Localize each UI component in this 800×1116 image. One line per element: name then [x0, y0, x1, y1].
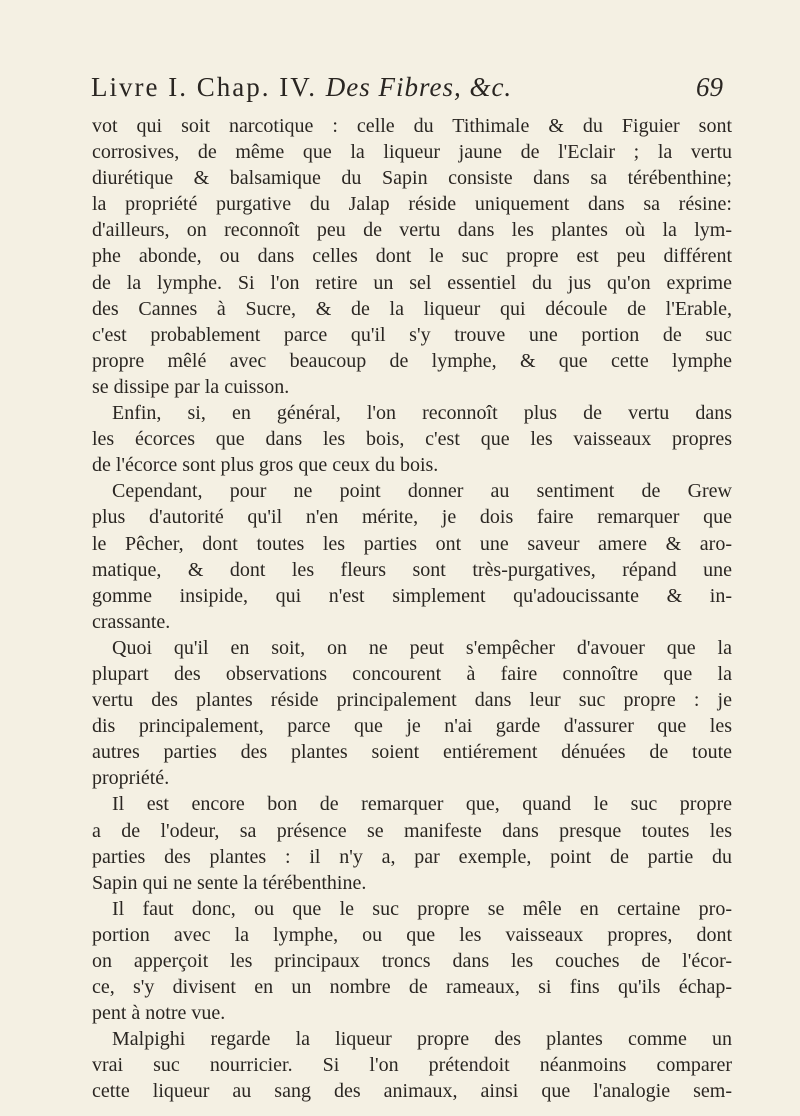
text-line: se dissipe par la cuisson.	[92, 375, 290, 398]
text-line: les écorces que dans les bois, c'est que les vaisseaux propres	[92, 428, 732, 451]
text-line: d'ailleurs, on reconnoît peu de vertu dans les plantes où la lym-	[92, 219, 732, 242]
text-line: Quoi qu'il en soit, on ne peut s'empêcher d'avouer que la	[112, 636, 732, 659]
text-line: le Pêcher, dont toutes les parties ont une saveur amere & aro-	[92, 532, 732, 555]
text-line: Cependant, pour ne point donner au sentiment de Grew	[112, 480, 732, 503]
text-line: propriété.	[92, 767, 170, 790]
text-line: Malpighi regarde la liqueur propre des plantes comme un	[112, 1028, 732, 1051]
text-line: crassante.	[92, 610, 171, 633]
text-line: ce, s'y divisent en un nombre de rameaux, si fins qu'ils échap-	[92, 976, 732, 999]
text-line: a de l'odeur, sa présence se manifeste dans presque toutes les	[92, 819, 732, 842]
text-line: Il faut donc, ou que le suc propre se mêle en certaine pro-	[112, 897, 732, 920]
text-line: des Cannes à Sucre, & de la liqueur qui découle de l'Erable,	[92, 297, 732, 320]
text-line: vot qui soit narcotique : celle du Tithimale & du Figuier sont	[92, 115, 732, 137]
text-line: portion avec la lymphe, ou que les vaisseaux propres, dont	[92, 923, 732, 946]
text-line: c'est probablement parce qu'il s'y trouve une portion de suc	[92, 323, 732, 346]
text-line: vrai suc nourricier. Si l'on prétendoit néanmoins comparer	[92, 1054, 732, 1077]
text-line: corrosives, de même que la liqueur jaune de l'Eclair ; la vertu	[92, 141, 732, 164]
text-line: Il est encore bon de remarquer que, quand le suc propre	[112, 793, 732, 816]
text-line: Enfin, si, en général, l'on reconnoît plus de vertu dans	[112, 402, 732, 425]
text-line: parties des plantes : il n'y a, par exemple, point de partie du	[92, 845, 732, 868]
page-number: 69	[696, 72, 723, 102]
running-head-text: Livre I. Chap. IV.	[91, 72, 326, 102]
page-header	[91, 72, 723, 112]
text-line: pent à notre vue.	[92, 1002, 226, 1025]
chapter-title: Des Fibres, &c.	[325, 72, 513, 102]
text-line: plupart des observations concourent à faire connoître que la	[92, 662, 732, 685]
text-line: phe abonde, ou dans celles dont le suc propre est peu différent	[92, 245, 732, 268]
text-line: gomme insipide, qui n'est simplement qu'adoucissante & in-	[92, 584, 732, 607]
text-line: matique, & dont les fleurs sont très-purgatives, répand une	[92, 558, 732, 581]
text-line: Sapin qui ne sente la térébenthine.	[92, 871, 367, 894]
text-line: diurétique & balsamique du Sapin consiste dans sa térébenthine;	[92, 167, 732, 190]
text-line: cette liqueur au sang des animaux, ainsi que l'analogie sem-	[92, 1080, 732, 1103]
text-line: de la lymphe. Si l'on retire un sel essentiel du jus qu'on exprime	[92, 271, 732, 294]
body-text	[92, 113, 732, 1105]
text-line: vertu des plantes réside principalement dans leur suc propre : je	[92, 689, 732, 712]
text-line: propre mêlé avec beaucoup de lymphe, & que cette lymphe	[92, 349, 732, 372]
text-line: autres parties des plantes soient entiérement dénuées de toute	[92, 741, 732, 764]
text-line: on apperçoit les principaux troncs dans les couches de l'écor-	[92, 950, 732, 972]
text-line: de l'écorce sont plus gros que ceux du bois.	[92, 454, 439, 477]
text-line: dis principalement, parce que je n'ai garde d'assurer que les	[92, 715, 732, 738]
text-line: la propriété purgative du Jalap réside uniquement dans sa résine:	[92, 193, 732, 216]
text-line: plus d'autorité qu'il n'en mérite, je dois faire remarquer que	[92, 506, 732, 529]
running-head	[91, 72, 512, 103]
